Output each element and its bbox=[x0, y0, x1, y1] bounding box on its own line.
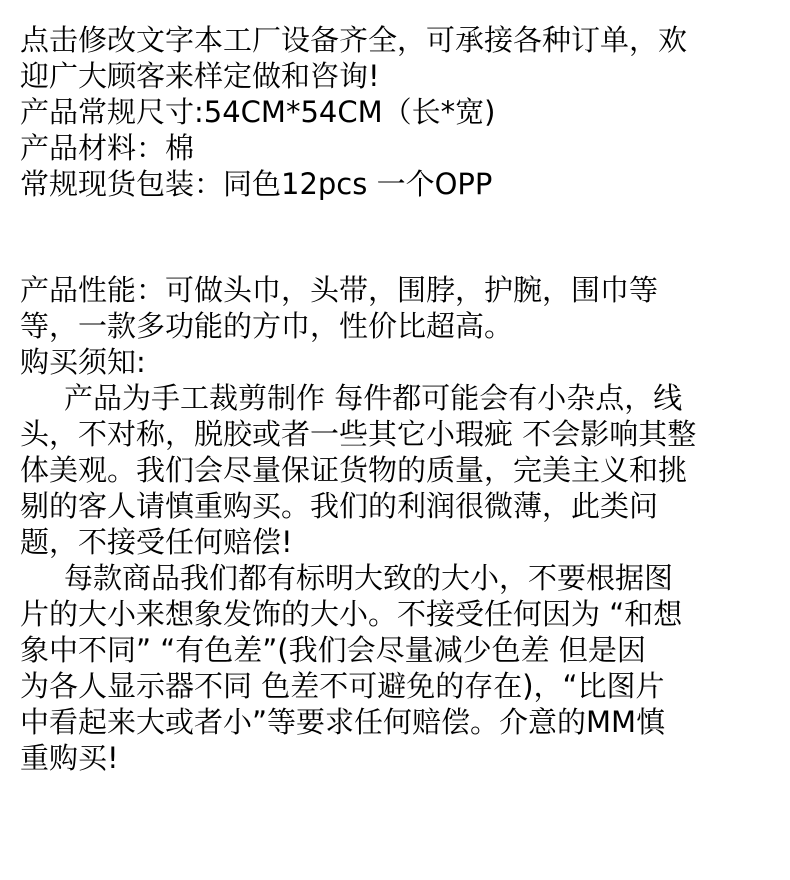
spec-size: 产品常规尺寸:54CM*54CM（长*宽) bbox=[20, 95, 496, 129]
notice-para1-line-5: 题，不接受任何赔偿! bbox=[20, 525, 293, 559]
notice-heading: 购买须知: bbox=[20, 345, 146, 379]
notice-para1-line-2: 头，不对称，脱胶或者一些其它小瑕疵 不会影响其整 bbox=[20, 417, 697, 451]
performance-line-1: 产品性能：可做头巾，头带，围脖，护腕，围巾等 bbox=[20, 273, 659, 307]
notice-para2-line-6: 重购买! bbox=[20, 741, 119, 775]
spec-packaging: 常规现货包装：同色12pcs 一个OPP bbox=[20, 167, 493, 201]
intro-line-2: 迎广大顾客来样定做和咨询! bbox=[20, 59, 380, 93]
notice-para2-line-2: 片的大小来想象发饰的大小。不接受任何因为 “和想 bbox=[20, 597, 683, 631]
intro-line-1: 点击修改文字本工厂设备齐全，可承接各种订单，欢 bbox=[20, 23, 688, 57]
notice-para2-line-1: 每款商品我们都有标明大致的大小，不要根据图 bbox=[64, 561, 674, 595]
notice-para1-line-3: 体美观。我们会尽量保证货物的质量，完美主义和挑 bbox=[20, 453, 688, 487]
performance-line-2: 等，一款多功能的方巾，性价比超高。 bbox=[20, 309, 514, 343]
notice-para2-line-5: 中看起来大或者小”等要求任何赔偿。介意的MM慎 bbox=[20, 705, 666, 739]
notice-para1-line-1: 产品为手工裁剪制作 每件都可能会有小杂点，线 bbox=[64, 381, 683, 415]
notice-para1-line-4: 剔的客人请慎重购买。我们的利润很微薄，此类问 bbox=[20, 489, 659, 523]
section-spacer bbox=[20, 202, 772, 272]
spec-material: 产品材料：棉 bbox=[20, 131, 195, 165]
product-description bbox=[20, 22, 772, 776]
notice-para2-line-3: 象中不同” “有色差”(我们会尽量减少色差 但是因 bbox=[20, 633, 646, 667]
notice-para2-line-4: 为各人显示器不同 色差不可避免的存在)，“比图片 bbox=[20, 669, 665, 703]
